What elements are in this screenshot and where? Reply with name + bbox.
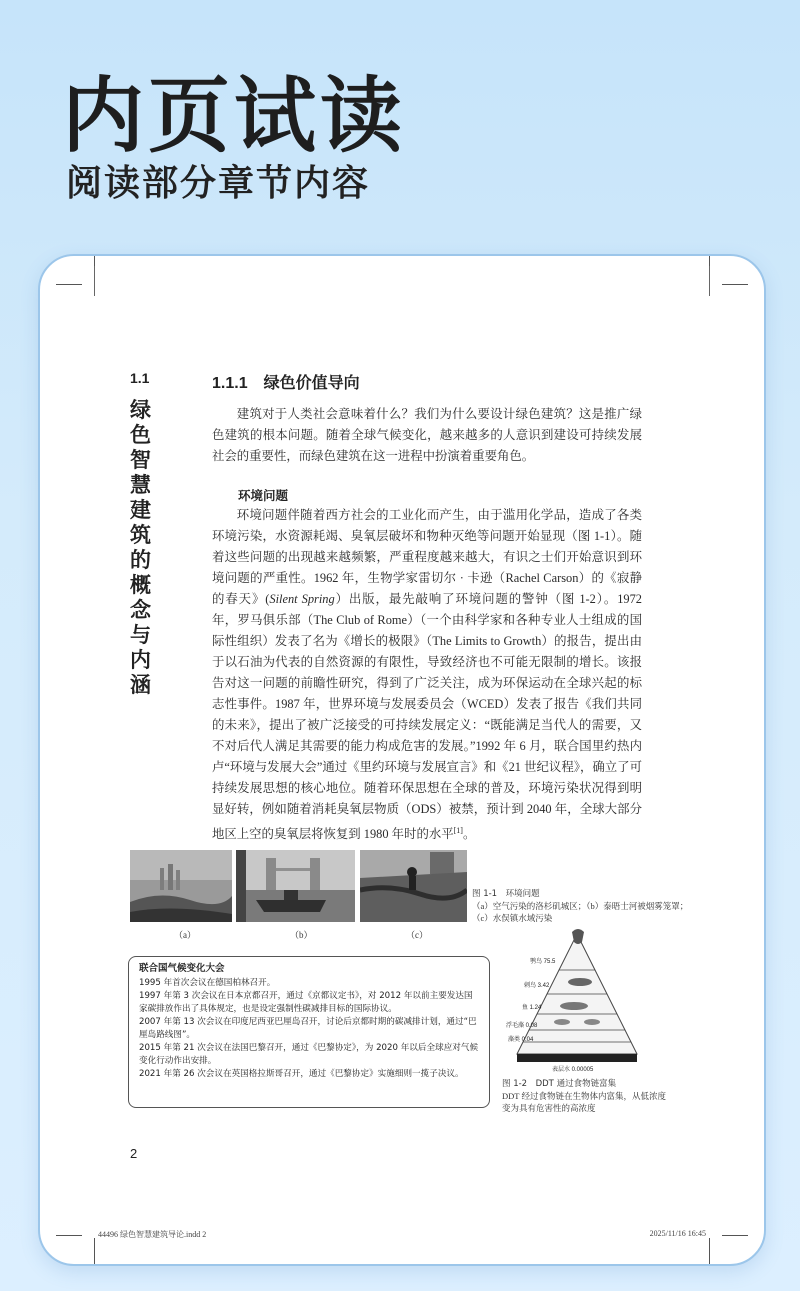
subsection-heading: 环境问题 — [238, 488, 289, 503]
paragraph-text-part1: 环境问题伴随着西方社会的工业化而产生，由于滥用化学品，造成了各类环境污染，水资源耗竭、臭氧层破坏和物种灭绝等问题开始显现（图 1-1）。随着这些问题的出现越来越频繁，严重程度越来越大，有识之士们开始意识到环境问题的严重性。1962 年，生物学家雷切尔 · 卡逊（Rachel Carson）的《寂静的春天》( — [212, 508, 642, 606]
figure-1-1-caption — [472, 888, 692, 924]
level-label: 刺鸟 3.42 — [524, 983, 550, 989]
italic-book-title: Silent Spring — [269, 592, 335, 606]
box-item: 2015 年第 21 次会议在法国巴黎召开，通过《巴黎协定》，为 2020 年以后全球应对气候变化行动作出安排。 — [139, 1043, 479, 1066]
box-item: 2007 年第 13 次会议在印度尼西亚巴厘岛召开，讨论后京都时期的碳减排计划，通过“巴厘岛路线图”。 — [139, 1017, 477, 1040]
hero-subtitle: 阅读部分章节内容 — [66, 163, 371, 204]
crop-mark-top-left — [82, 272, 122, 312]
trim-line-right — [709, 266, 710, 296]
section-number: 1.1.1 — [212, 375, 248, 392]
book-page-preview — [38, 254, 766, 1266]
photo-thames-fog — [236, 850, 355, 922]
environment-paragraph — [212, 505, 642, 845]
crop-mark-top-right — [682, 272, 722, 312]
photo-label-c: （c） — [406, 930, 428, 940]
chapter-title-vertical: 绿色智慧建筑的概念与内涵 — [130, 398, 151, 697]
box-item: 2021 年第 26 次会议在英国格拉斯哥召开，通过《巴黎协定》实施细则一揽子决议。 — [139, 1069, 464, 1079]
ddt-food-chain-diagram — [502, 926, 652, 1076]
box-item: 1995 年首次会议在德国柏林召开。 — [139, 978, 276, 988]
figure-1-2-title: 图 1-2 DDT 通过食物链富集 — [502, 1079, 617, 1089]
photo-label-a: （a） — [174, 930, 196, 940]
page-number: 2 — [130, 1146, 138, 1161]
section-title: 绿色价值导向 — [263, 375, 360, 392]
paragraph-end: 。 — [462, 827, 476, 842]
level-label: 藻类 0.04 — [508, 1037, 534, 1043]
figure-1-2-caption — [502, 1078, 672, 1114]
photo-minamata-water — [360, 850, 467, 922]
level-label: 浮毛藻 0.08 — [506, 1023, 538, 1029]
hero-title: 内页试读 — [62, 69, 407, 164]
level-label: 表层水 0.00005 — [552, 1067, 594, 1073]
citation-ref: [1] — [453, 826, 463, 835]
print-slug-file: 44496 绿色智慧建筑导论.indd 2 — [98, 1230, 207, 1239]
crop-mark-bottom-right — [682, 1208, 722, 1248]
paragraph-text-part2: ）出版，最先敲响了环境问题的警钟（图 1-2）。1972 年，罗马俱乐部（The Club of Rome）（一个由科学家和各种专业人士组成的国际性组织）发表了名为《增长的极限》（The Limits to Growth）的报告，提出由于以石油为代表的自然资源的有限性，导致经济也不可能无限制的增长。该报告对这一问题的前瞻性研究，得到了广泛关注，成为环保运动在全球兴起的标志性事件。1987 年，世界环境与发展委员会（WCED）发表了报告《我们共同的未来》，提出了被广泛接受的可持续发展定义：“既能满足当代人的需要，又不对后代人满足其需要的能力构成危害的发展。”1992 年 6 月，联合国里约热内卢“环境与发展大会”通过《里约环境与发展宣言》和《21 世纪议程》，确立了可持续发展思想的核心地位。随着环保思想在全球的普及，环境污染状况得到明显好转，例如随着消耗臭氧层物质（ODS）被禁，预计到 2040 年，全球大部分地区上空的臭氧层将恢复到 1980 年时的水平 — [212, 592, 642, 842]
photo-la-smog — [130, 850, 232, 922]
section-heading — [212, 370, 360, 393]
level-label: 鹗鸟 75.5 — [530, 959, 556, 965]
figure-1-2-desc: DDT 经过食物链在生物体内富集，从低浓度变为具有危害性的高浓度 — [502, 1091, 666, 1113]
photo-label-b: （b） — [290, 930, 313, 940]
intro-paragraph: 建筑对于人类社会意味着什么？我们为什么要设计绿色建筑？这是推广绿色建筑的根本问题。随着全球气候变化，越来越多的人意识到建设可持续发展社会的重要性，而绿色建筑在这一进程中扮演着重要角色。 — [212, 407, 642, 463]
climate-conference-box — [128, 956, 490, 1108]
print-slug-date: 2025/11/16 16:45 — [649, 1229, 706, 1238]
chapter-number: 1.1 — [130, 370, 150, 386]
crop-mark-bottom-left — [82, 1208, 122, 1248]
box-title: 联合国气候变化大会 — [139, 963, 225, 974]
figure-1-1-desc: （a）空气污染的洛杉矶城区；（b）泰晤士河被烟雾笼罩；（c）水俣镇水域污染 — [472, 901, 689, 923]
box-item: 1997 年第 3 次会议在日本京都召开，通过《京都议定书》，对 2012 年以前主要发达国家碳排放作出了具体规定，也是设定强制性碳减排目标的国际协议。 — [139, 991, 473, 1014]
level-label: 鱼 1.24 — [522, 1005, 542, 1011]
trim-line-left — [94, 266, 95, 296]
figure-1-1-title: 图 1-1 环境问题 — [472, 889, 540, 899]
